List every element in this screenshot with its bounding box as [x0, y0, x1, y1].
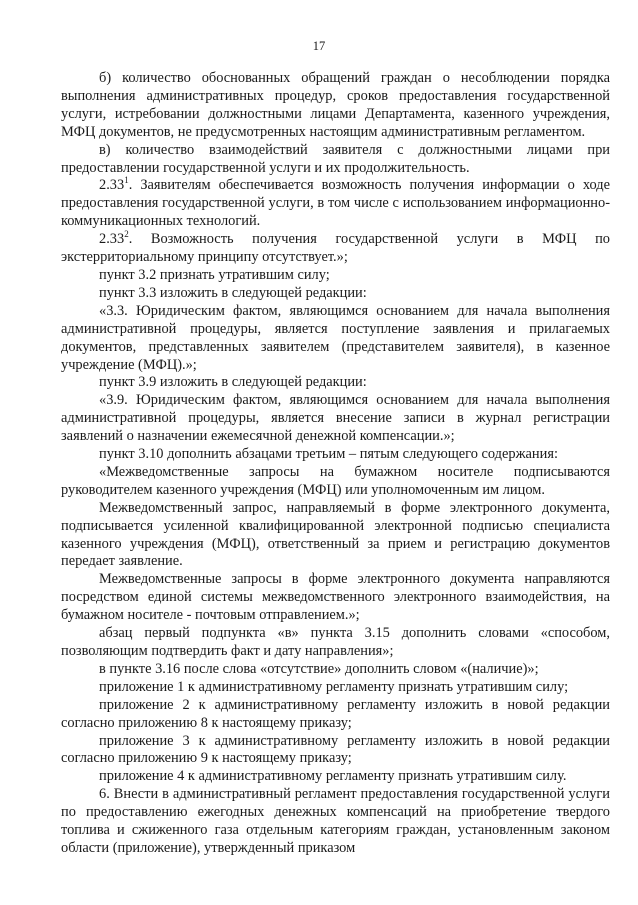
paragraph: в) количество взаимодействий заявителя с должностными лицами при предоставлении государственной услуги и их продолжительность.	[61, 141, 610, 176]
paragraph-text: Заявителям обеспечивается возможность получения информации о ходе предоставления государственной услуги, в том числе с использованием информационно-коммуникационных технологий.	[61, 177, 610, 230]
clause-number: 2.33	[99, 231, 125, 248]
clause-superscript: 1	[124, 175, 129, 186]
paragraph: Межведомственные запросы в форме электронного документа направляются посредством единой системы межведомственного электронного взаимодействия, на бумажном носителе - почтовым отправлением.»;	[61, 571, 610, 624]
paragraph: 2.33$^1$. Заявителям обеспечивается возможность получения информации о ходе предоставления государственной услуги, в том числе с использованием информационно-коммуникационных технологий.	[61, 175, 610, 230]
paragraph: приложение 1 к административному регламенту признать утратившим силу;	[99, 678, 569, 695]
paragraph-text: Возможность получения государственной услуги в МФЦ по экстерриториальному принципу отсутствует.»;	[61, 231, 611, 266]
paragraph: пункт 3.2 признать утратившим силу;	[99, 266, 330, 283]
paragraph: 6. Внести в административный регламент предоставления государственной услуги по предоставлению ежегодных денежных компенсаций на приобретение твердого топлива и сжиженного газа отдельным категориям граждан, установленным законом области (приложение), утвержденный приказом	[61, 786, 610, 856]
paragraph: Межведомственный запрос, направляемый в форме электронного документа, подписывается усиленной квалифицированной электронной подписью специалиста казенного учреждения (МФЦ), ответственный за прием и регистрацию документов передает заявление.	[61, 499, 610, 570]
paragraph: приложение 3 к административному регламенту изложить в новой редакции согласно приложению 9 к настоящему приказу;	[61, 732, 610, 767]
paragraph: приложение 2 к административному регламенту изложить в новой редакции согласно приложению 8 к настоящему приказу;	[61, 696, 610, 731]
paragraph: «3.9. Юридическим фактом, являющимся основанием для начала выполнения административной процедуры, является внесение записи в журнал регистрации заявлений о назначении ежемесячной денежной компенсации.»;	[61, 392, 610, 445]
clause-superscript: 2	[124, 229, 129, 240]
paragraph: 2.33$^2$. Возможность получения государственной услуги в МФЦ по экстерриториальному принципу отсутствует.»;	[61, 229, 611, 266]
paragraph: в пункте 3.16 после слова «отсутствие» дополнить словом «(наличие)»;	[99, 660, 539, 677]
page-number: 17	[312, 39, 326, 53]
paragraph: «Межведомственные запросы на бумажном носителе подписываются руководителем казенного учреждения (МФЦ) или уполномоченным им лицом.	[61, 463, 610, 498]
paragraph: «3.3. Юридическим фактом, являющимся основанием для начала выполнения административной процедуры, является поступление заявления и прилагаемых документов, представленных заявителем (представителем заявителя), в казенное учреждение (МФЦ).»;	[61, 302, 610, 373]
clause-number: 2.33	[99, 177, 125, 194]
paragraph: пункт 3.3 изложить в следующей редакции:	[99, 284, 367, 301]
document-body	[61, 70, 610, 858]
paragraph: приложение 4 к административному регламенту признать утратившим силу.	[99, 768, 567, 785]
paragraph: пункт 3.9 изложить в следующей редакции:	[99, 374, 367, 391]
paragraph: пункт 3.10 дополнить абзацами третьим – пятым следующего содержания:	[99, 446, 558, 463]
paragraph: абзац первый подпункта «в» пункта 3.15 дополнить словами «способом, позволяющим подтвердить факт и дату направления»;	[61, 625, 610, 659]
paragraph: б) количество обоснованных обращений граждан о несоблюдении порядка выполнения административных процедур, сроков предоставления государственной услуги, истребовании должностными лицами Департамента, казенного учреждения, МФЦ документов, не предусмотренных настоящим административным регламентом.	[61, 70, 610, 140]
